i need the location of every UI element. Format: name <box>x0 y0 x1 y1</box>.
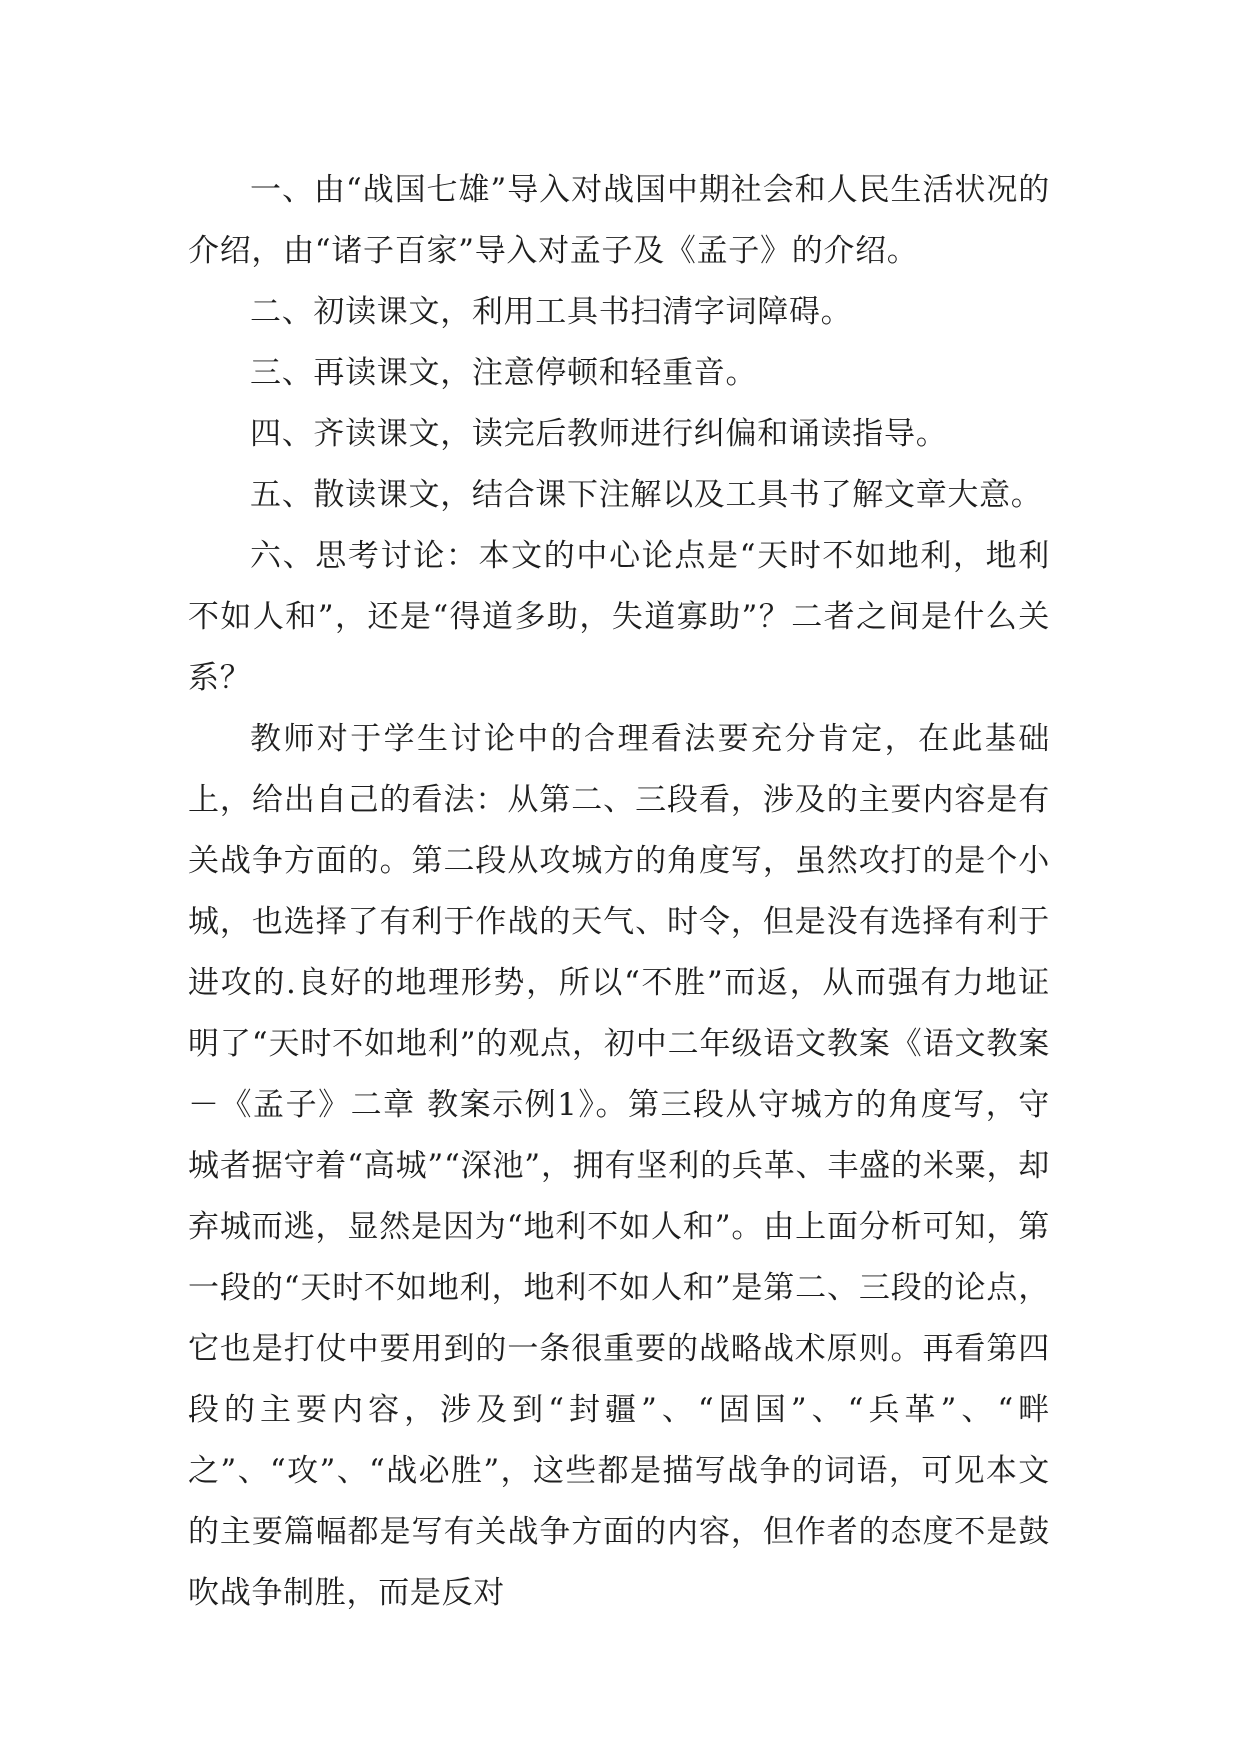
paragraph-step-3: 三、再读课文，注意停顿和轻重音。 <box>250 355 758 391</box>
paragraph-step-5: 五、散读课文，结合课下注解以及工具书了解文章大意。 <box>250 477 1043 513</box>
paragraph-step-2: 二、初读课文，利用工具书扫清字词障碍。 <box>250 294 853 330</box>
paragraph-teacher-analysis: 教师对于学生讨论中的合理看法要充分肯定，在此基础上，给出自己的看法：从第二、三段看，涉及的主要内容是有关战争方面的。第二段从攻城方的角度写，虽然攻打的是个小城，也选择了有利于作战的天气、时令，但是没有选择有利于进攻的.良好的地理形势，所以“不胜”而返，从而强有力地证明了“天时不如地利”的观点，初中二年级语文教案《语文教案－《孟子》二章 教案示例1》。第三段从守城方的角度写，守城者据守着“高城”“深池”，拥有坚利的兵革、丰盛的米粟，却弃城而逃，显然是因为“地利不如人和”。由上面分析可知，第一段的“天时不如地利，地利不如人和”是第二、三段的论点，它也是打仗中要用到的一条很重要的战略战术原则。再看第四段的主要内容，涉及到“封疆”、“固国”、“兵革”、“畔之”、“攻”、“战必胜”，这些都是描写战争的词语，可见本文的主要篇幅都是写有关战争方面的内容，但作者的态度不是鼓吹战争制胜，而是反对 <box>188 721 1050 1611</box>
paragraph-step-1: 一、由“战国七雄”导入对战国中期社会和人民生活状况的介绍，由“诸子百家”导入对孟子及《孟子》的介绍。 <box>188 172 1050 269</box>
paragraph-step-4: 四、齐读课文，读完后教师进行纠偏和诵读指导。 <box>250 416 948 452</box>
document-body <box>188 160 1050 1624</box>
paragraph-step-6: 六、思考讨论：本文的中心论点是“天时不如地利，地利不如人和”，还是“得道多助，失道寡助”？二者之间是什么关系？ <box>188 538 1050 696</box>
